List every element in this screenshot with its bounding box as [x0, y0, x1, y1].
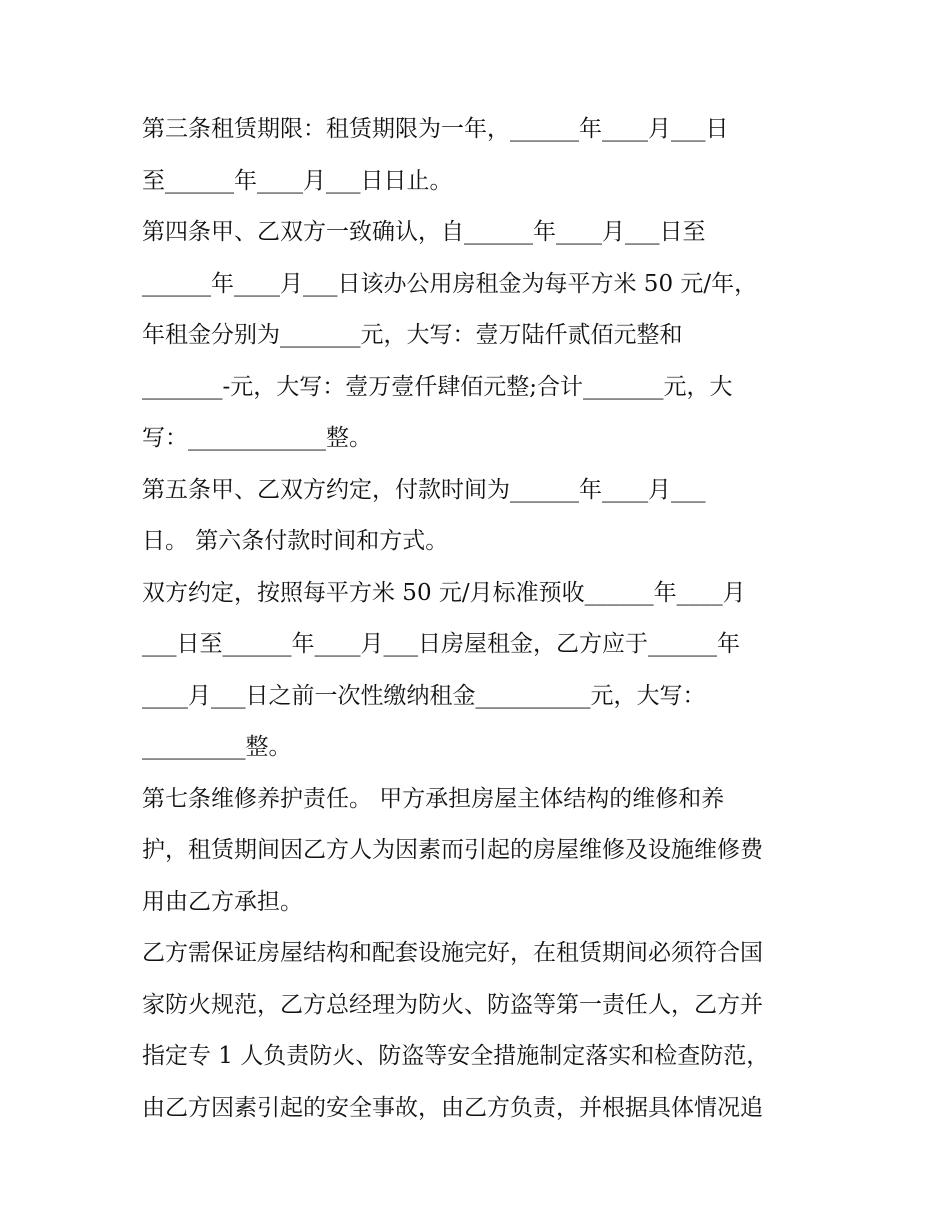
text-line: 由乙方因素引起的安全事故，由乙方负责，并根据具体情况追 [142, 1094, 763, 1121]
text-line: 年租金分别为_______元，大写：壹万陆仟贰佰元整和 [142, 322, 683, 348]
text-line: 第五条甲、乙双方约定，付款时间为______年____月___ [142, 476, 706, 503]
text-line: 写：____________整。 [142, 425, 372, 451]
text-line: ______年____月___日该办公用房租金为每平方米 50 元/年， [142, 270, 758, 297]
text-line: 护，租赁期间因乙方人为因素而引起的房屋维修及设施维修费 [142, 837, 763, 863]
text-line: 第七条维修养护责任。 甲方承担房屋主体结构的维修和养 [142, 785, 725, 812]
text-line: _______-元，大写：壹万壹仟肆佰元整;合计_______元，大 [142, 373, 733, 400]
text-line: 日。 第六条付款时间和方式。 [142, 528, 449, 554]
text-line: _________整。 [142, 734, 292, 760]
text-line: 至______年____月___日日止。 [142, 167, 453, 194]
text-line: ____月___日之前一次性缴纳租金__________元，大写： [142, 682, 706, 709]
text-line: 第三条租赁期限：租赁期限为一年，______年____月___日 [142, 116, 729, 142]
text-line: 用由乙方承担。 [142, 888, 303, 915]
text-line: 双方约定，按照每平方米 50 元/月标准预收______年____月 [142, 579, 746, 606]
text-line: ___日至______年____月___日房屋租金，乙方应于______年 [142, 631, 740, 657]
text-line: 指定专 1 人负责防火、防盗等安全措施制定落实和检查防范， [142, 1043, 770, 1069]
text-line: 家防火规范，乙方总经理为防火、防盗等第一责任人，乙方并 [142, 991, 763, 1018]
document-body [142, 104, 822, 1134]
text-line: 乙方需保证房屋结构和配套设施完好，在租赁期间必须符合国 [142, 940, 763, 966]
text-line: 第四条甲、乙双方一致确认，自______年____月___日至 [142, 219, 706, 245]
